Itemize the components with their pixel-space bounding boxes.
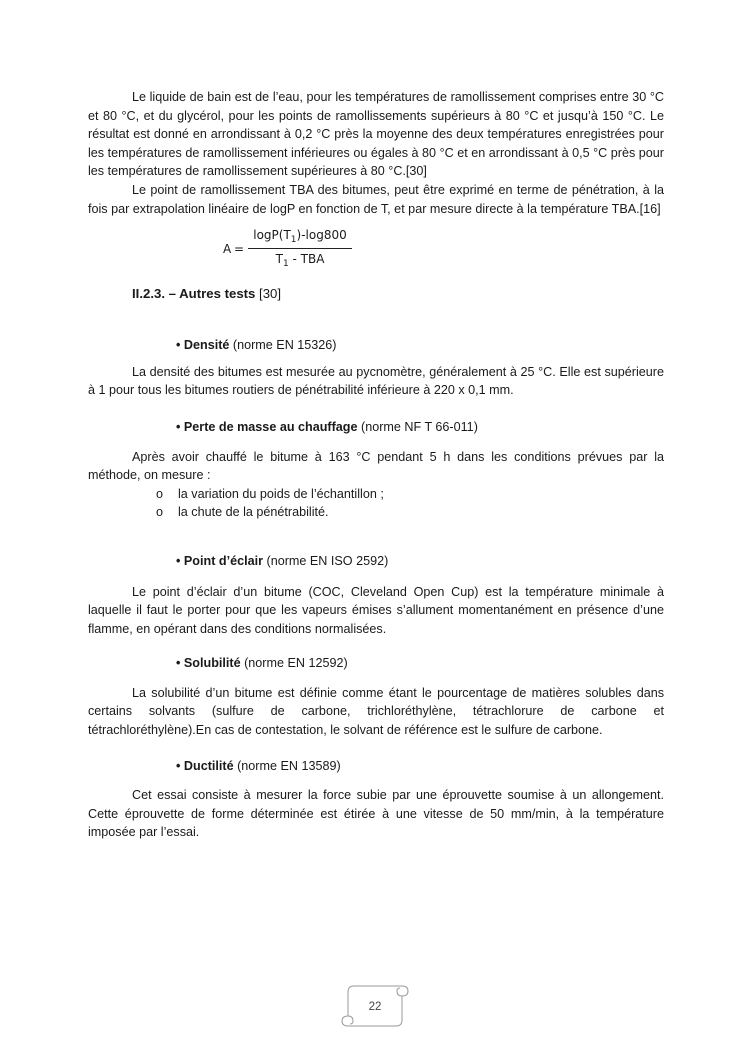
list-item — [88, 485, 664, 504]
heading-mass-loss-title: • Perte de masse au chauffage — [176, 419, 358, 434]
mass-loss-list — [88, 485, 664, 522]
page-footer-scroll — [340, 982, 410, 1030]
formula-lhs: A — [223, 242, 232, 257]
paragraph-mass-loss: Après avoir chauffé le bitume à 163 °C pendant 5 h dans les conditions prévues par la méthode, on mesure : — [88, 449, 664, 483]
heading-flash-point-title: • Point d’éclair — [176, 553, 263, 568]
heading-density-title: • Densité — [176, 338, 230, 353]
heading-flash-point-norm: (norme EN ISO 2592) — [263, 553, 389, 568]
bullet-marker-icon: o — [156, 486, 164, 501]
heading-ductility-norm: (norme EN 13589) — [233, 758, 341, 773]
formula-a — [88, 228, 664, 276]
fraction-bar — [248, 248, 352, 249]
formula-num-part-2: )-log800 — [296, 228, 347, 243]
list-item-text: la variation du poids de l’échantillon ; — [178, 486, 384, 501]
paragraph-density: La densité des bitumes est mesurée au pycnomètre, généralement à 25 °C. Elle est supérieure à 1 pour tous les bitumes routiers de pénétrabilité inférieure à 220 x 0,1 mm. — [88, 364, 664, 398]
heading-mass-loss-norm: (norme NF T 66-011) — [357, 419, 478, 434]
document-page — [88, 88, 664, 842]
formula-numerator — [248, 228, 352, 245]
section-title-ref: [30] — [255, 286, 282, 302]
list-item-text: la chute de la pénétrabilité. — [178, 505, 329, 520]
list-item — [88, 503, 664, 522]
paragraph-solubility: La solubilité d’un bitume est définie comme étant le pourcentage de matières solubles dans certains solvants (sulfure de carbone, trichloréthylène, tétrachlorure de carbone et tétrachloréthylène).En cas de contestation, le solvant de référence est le sulfure de carbone. — [88, 685, 664, 738]
heading-ductility — [176, 757, 664, 776]
heading-solubility-norm: (norme EN 12592) — [240, 656, 348, 671]
formula-den-part-2: - TBA — [288, 252, 325, 267]
bullet-marker-icon: o — [156, 505, 164, 520]
heading-density-norm: (norme EN 15326) — [229, 338, 337, 353]
paragraph-flash-point: Le point d’éclair d’un bitume (COC, Cleveland Open Cup) est la température minimale à laquelle il faut le porter pour que les vapeurs émises s’allument momentanément en présence d’une flamme, en opérant dans des conditions normalisées. — [88, 584, 664, 636]
formula-num-part: logP(T — [253, 228, 291, 243]
heading-flash-point — [176, 552, 664, 571]
section-title-text: II.2.3. – Autres tests — [132, 286, 256, 302]
heading-density — [176, 336, 664, 355]
formula-denominator — [248, 252, 352, 269]
formula-equals: = — [234, 242, 245, 257]
heading-ductility-title: • Ductilité — [176, 758, 234, 773]
page-number: 22 — [368, 1001, 382, 1013]
paragraph-ductility: Cet essai consiste à mesurer la force subie par une éprouvette soumise à un allongement. Cette éprouvette de forme déterminée est étirée à une vitesse de 50 mm/min, à la température imposée par l’essai. — [88, 788, 664, 840]
heading-mass-loss — [176, 418, 664, 437]
paragraph-bath-liquid: Le liquide de bain est de l’eau, pour les températures de ramollissement comprises entre 30 °C et 80 °C, et du glycérol, pour les points de ramollissements supérieurs à 80 °C et jusqu’à 150 °C. Le résultat est donné en arrondissant à 0,2 °C près la moyenne des deux températures enregistrées pour les températures de ramollissement inférieures ou égales à 80 °C et en arrondissant à 0,5 °C près pour les températures de ramollissement supérieures à 80 °C.[30] — [88, 90, 664, 179]
heading-solubility-title: • Solubilité — [176, 656, 241, 671]
paragraph-tba: Le point de ramollissement TBA des bitumes, peut être exprimé en terme de pénétration, à la fois par extrapolation linéaire de logP en fonction de T, et par mesure directe à la température TBA.[16] — [88, 182, 664, 216]
heading-solubility — [176, 654, 664, 673]
formula-den-subscript: 1 — [282, 259, 289, 270]
formula-num-subscript: 1 — [290, 235, 297, 246]
formula-den-part: T — [275, 252, 283, 267]
section-title — [132, 284, 664, 304]
